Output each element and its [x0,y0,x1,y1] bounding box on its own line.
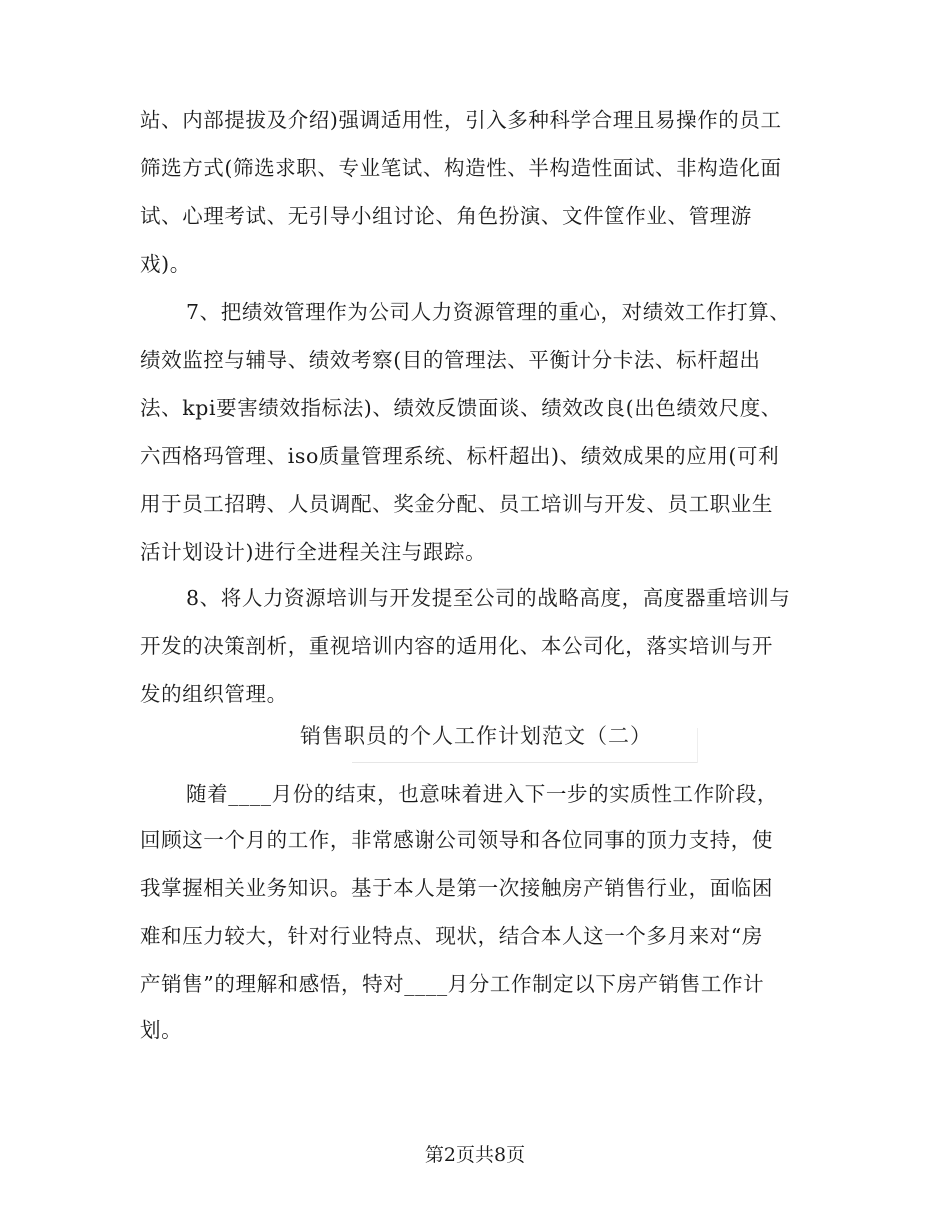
body-text-line: 我掌握相关业务知识。基于本人是第一次接触房产销售行业，面临困 [140,876,773,900]
title-underline [352,762,698,763]
body-text-line: 戏)。 [140,252,191,276]
body-text-line: 发的组织管理。 [140,682,288,706]
body-text-line: 回顾这一个月的工作，非常感谢公司领导和各位同事的顶力支持，使 [140,828,773,852]
page-number-footer: 第2页共8页 [424,1144,526,1166]
paragraph-intro-first-line: 随着____月份的结束，也意味着进入下一步的实质性工作阶段， [186,782,778,806]
paragraph-7-first-line: 7、把绩效管理作为公司人力资源管理的重心，对绩效工作打算、 [186,300,791,324]
body-text-line: 用于员工招聘、人员调配、奖金分配、员工培训与开发、员工职业生 [140,492,773,516]
body-text-line: 产销售”的理解和感悟，特对____月分工作制定以下房产销售工作计 [140,972,765,996]
body-text-line: 绩效监控与辅导、绩效考察(目的管理法、平衡计分卡法、标杆超出 [140,348,761,372]
paragraph-8-first-line: 8、将人力资源培训与开发提至公司的战略高度，高度器重培训与 [186,586,791,610]
body-text-line: 六西格玛管理、iso质量管理系统、标杆超出)、绩效成果的应用(可利 [140,444,780,468]
body-text-line: 站、内部提拔及介绍)强调适用性，引入多种科学合理且易操作的员工 [140,108,782,132]
body-text-line: 开发的决策剖析，重视培训内容的适用化、本公司化，落实培训与开 [140,634,773,658]
title-border-right [697,728,698,763]
body-text-line: 活计划设计)进行全进程关注与跟踪。 [140,540,487,564]
body-text-line: 难和压力较大，针对行业特点、现状，结合本人这一个多月来对“房 [140,924,763,948]
body-text-line: 法、kpi要害绩效指标法)、绩效反馈面谈、绩效改良(出色绩效尺度、 [140,396,782,420]
body-text-line: 划。 [140,1018,183,1042]
section-title: 销售职员的个人工作计划范文（二） [300,724,652,748]
body-text-line: 试、心理考试、无引导小组讨论、角色扮演、文件筐作业、管理游 [140,204,752,228]
body-text-line: 筛选方式(筛选求职、专业笔试、构造性、半构造性面试、非构造化面 [140,156,782,180]
